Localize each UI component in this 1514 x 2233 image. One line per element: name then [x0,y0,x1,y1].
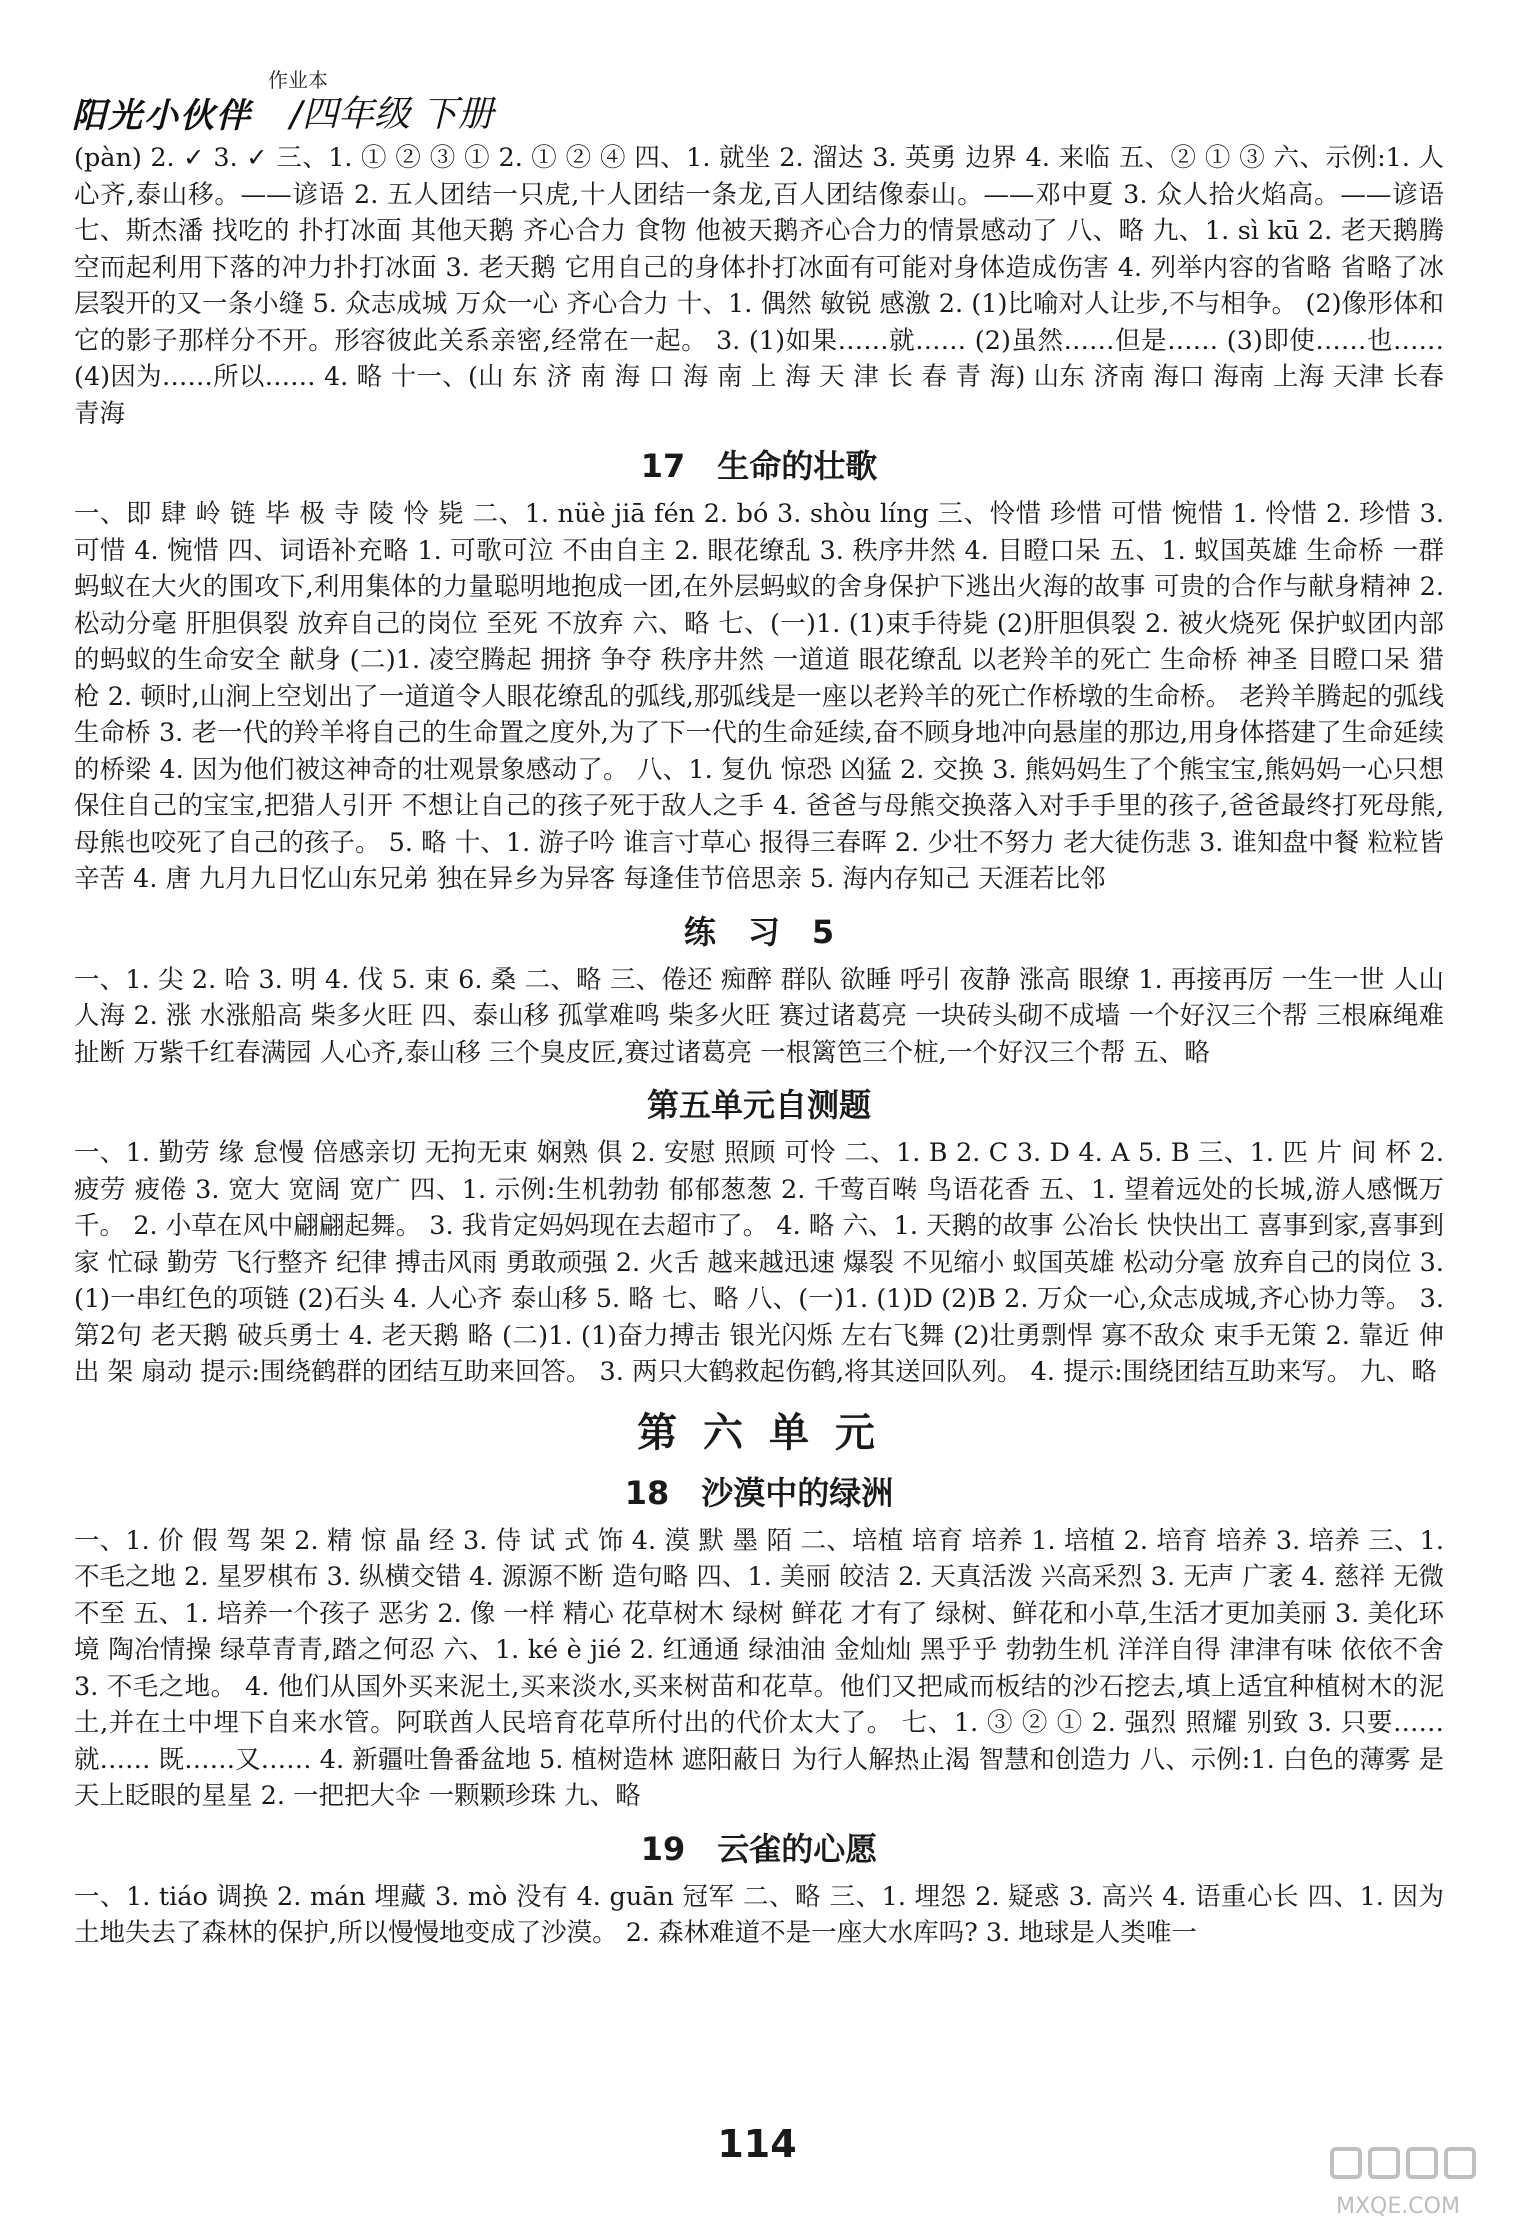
watermark-text: MXQE.COM [1336,2194,1460,2219]
lesson-title: 19 云雀的心愿 [640,1829,878,1868]
page-header [72,62,592,134]
lesson-title: 18 沙漠中的绿洲 [624,1473,894,1512]
answer-paragraph: 一、1. 尖 2. 哈 3. 明 4. 伐 5. 束 6. 桑 二、略 三、倦还 痴醉 群队 欲睡 呼引 夜静 涨高 眼缭 1. 再接再厉 一生一世 人山人海 2. 涨 水涨船高 柴多火旺 四、泰山移 孤掌难鸣 柴多火旺 赛过诸葛亮 一块砖头砌不成墙 一个好汉三个帮 三根麻绳难扯断 万紫千红春满园 人心齐,泰山移 三个臭皮匠,赛过诸葛亮 一根篱笆三个桩,一个好汉三个帮 五、略 [74,964,1444,1068]
series-brand: 阳光小伙伴 [72,96,252,136]
watermark-logo [1326,2143,1496,2223]
lesson-title: 练 习 5 [683,912,835,951]
answer-content [74,140,1444,1952]
answer-paragraph: (pàn) 2. ✓ 3. ✓ 三、1. ① ② ③ ① 2. ① ② ④ 四、1. 就坐 2. 溜达 3. 英勇 边界 4. 来临 五、② ① ③ 六、示例:1. 人心齐,泰山移。——谚语 2. 五人团结一只虎,十人团结一条龙,百人团结像泰山。——邓中夏 3. 众人拾火焰高。——谚语 七、斯杰潘 找吃的 扑打冰面 其他天鹅 齐心合力 食物 他被天鹅齐心合力的情景感动了 八、略 九、1. sì kū 2. 老天鹅腾空而起利用下落的冲力扑打冰面 3. 老天鹅 它用自己的身体扑打冰面有可能对身体造成伤害 4. 列举内容的省略 省略了冰层裂开的又一条小缝 5. 众志成城 万众一心 齐心合力 十、1. 偶然 敏锐 感激 2. (1)比喻对人让步,不与相争。 (2)像形体和它的影子那样分不开。形容彼此关系亲密,经常在一起。 3. (1)如果……就…… (2)虽然……但是…… (3)即使……也…… (4)因为……所以…… 4. 略 十一、(山 东 济 南 海 口 海 南 上 海 天 津 长 春 青 海) 山东 济南 海口 海南 上海 天津 长春 青海 [74,143,1444,429]
unit-title: 第 六 单 元 [637,1409,881,1456]
series-tag: 作业本 [268,68,328,92]
answer-paragraph: 一、1. tiáo 调换 2. mán 埋藏 3. mò 没有 4. guān 冠军 二、略 三、1. 埋怨 2. 疑惑 3. 高兴 4. 语重心长 四、1. 因为土地失去了森林的保护,所以慢慢地变成了沙漠。 2. 森林难道不是一座大水库吗? 3. 地球是人类唯一 [74,1881,1444,1948]
answer-paragraph: 一、1. 勤劳 缘 怠慢 倍感亲切 无拘无束 娴熟 俱 2. 安慰 照顾 可怜 二、1. B 2. C 3. D 4. A 5. B 三、1. 匹 片 间 杯 2. 疲劳 疲倦 3. 宽大 宽阔 宽广 四、1. 示例:生机勃勃 郁郁葱葱 2. 千莺百啭 鸟语花香 五、1. 望着远处的长城,游人感慨万千。 2. 小草在风中翩翩起舞。 3. 我肯定妈妈现在去超市了。 4. 略 六、1. 天鹅的故事 公冶长 快快出工 喜事到家,喜事到家 忙碌 勤劳 飞行整齐 纪律 搏击风雨 勇敢顽强 2. 火舌 越来越迅速 爆裂 不见缩小 蚁国英雄 松动分毫 放弃自己的岗位 3. (1)一串红色的项链 (2)石头 4. 人心齐 泰山移 5. 略 七、略 八、(一)1. (1)D (2)B 2. 万众一心,众志成城,齐心协力等。 3. 第2句 老天鹅 破兵勇士 4. 老天鹅 略 (二)1. (1)奋力搏击 银光闪烁 左右飞舞 (2)壮勇剽悍 寡不敌众 束手无策 2. 靠近 伸出 架 扇动 提示:围绕鹤群的团结互助来回答。 3. 两只大鹤救起伤鹤,将其送回队列。 4. 提示:围绕团结互助来写。 九、略 [74,1138,1444,1387]
lesson-title: 第五单元自测题 [646,1086,871,1124]
answer-paragraph: 一、即 肆 岭 链 毕 极 寺 陵 怜 毙 二、1. nüè jiā fén 2. bó 3. shòu líng 三、怜惜 珍惜 可惜 惋惜 1. 怜惜 2. 珍惜 3. 可惜 4. 惋惜 四、词语补充略 1. 可歌可泣 不由自主 2. 眼花缭乱 3. 秩序井然 4. 目瞪口呆 五、1. 蚁国英雄 生命桥 一群蚂蚁在大火的围攻下,利用集体的力量聪明地抱成一团,在外层蚂蚁的舍身保护下逃出火海的故事 可贵的合作与献身精神 2. 松动分毫 肝胆俱裂 放弃自己的岗位 至死 不放弃 六、略 七、(一)1. (1)束手待毙 (2)肝胆俱裂 2. 被火烧死 保护蚁团内部的蚂蚁的生命安全 献身 (二)1. 凌空腾起 拥挤 争夺 秩序井然 一道道 眼花缭乱 以老羚羊的死亡 生命桥 神圣 目瞪口呆 猎枪 2. 顿时,山涧上空划出了一道道令人眼花缭乱的弧线,那弧线是一座以老羚羊的死亡作桥墩的生命桥。 老羚羊腾起的弧线 生命桥 3. 老一代的羚羊将自己的生命置之度外,为了下一代的生命延续,奋不顾身地冲向悬崖的那边,用身体搭建了生命延续的桥梁 4. 因为他们被这神奇的壮观景象感动了。 八、1. 复仇 惊恐 凶猛 2. 交换 3. 熊妈妈生了个熊宝宝,熊妈妈一心只想保住自己的宝宝,把猎人引开 不想让自己的孩子死于敌人之手 4. 爸爸与母熊交换落入对手手里的孩子,爸爸最终打死母熊,母熊也咬死了自己的孩子。 5. 略 十、1. 游子吟 谁言寸草心 报得三春晖 2. 少壮不努力 老大徒伤悲 3. 谁知盘中餐 粒粒皆辛苦 4. 唐 九月九日忆山东兄弟 独在异乡为异客 每逢佳节倍思亲 5. 海内存知己 天涯若比邻 [74,499,1444,894]
grade-label: /四年级 下册 [290,94,494,135]
page-number: 114 [717,2122,797,2166]
lesson-title: 17 生命的壮歌 [640,447,878,485]
answer-paragraph: 一、1. 价 假 驾 架 2. 精 惊 晶 经 3. 侍 试 式 饰 4. 漠 默 墨 陌 二、培植 培育 培养 1. 培植 2. 培育 培养 3. 培养 三、1. 不毛之地 2. 星罗棋布 3. 纵横交错 4. 源源不断 造句略 四、1. 美丽 皎洁 2. 天真活泼 兴高采烈 3. 无声 广袤 4. 慈祥 无微不至 五、1. 培养一个孩子 恶劣 2. 像 一样 精心 花草树木 绿树 鲜花 才有了 绿树、鲜花和小草,生活才更加美丽 3. 美化环境 陶冶情操 绿草青青,踏之何忍 六、1. ké è jié 2. 红通通 绿油油 金灿灿 黑乎乎 勃勃生机 洋洋自得 津津有味 依依不舍 3. 不毛之地。 4. 他们从国外买来泥土,买来淡水,买来树苗和花草。他们又把咸而板结的沙石挖去,填上适宜种植树木的泥土,并在土中埋下自来水管。阿联酋人民培育花草所付出的代价太大了。 七、1. ③ ② ① 2. 强烈 照耀 别致 3. 只要……就…… 既……又…… 4. 新疆吐鲁番盆地 5. 植树造林 遮阳蔽日 为行人解热止渴 智慧和创造力 八、示例:1. 白色的薄雾 是天上眨眼的星星 2. 一把把大伞 一颗颗珍珠 九、略 [74,1525,1444,1811]
